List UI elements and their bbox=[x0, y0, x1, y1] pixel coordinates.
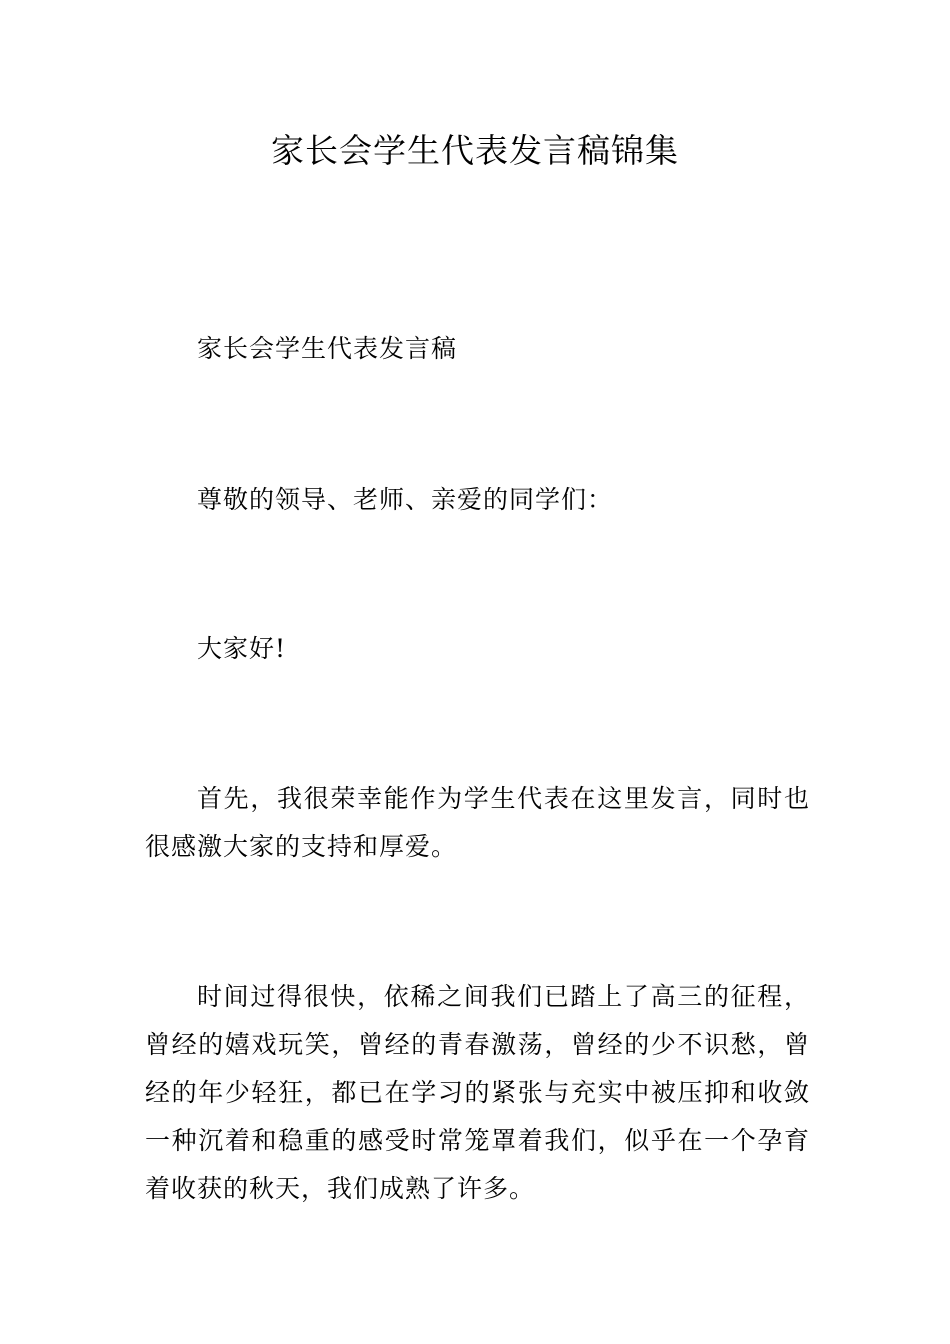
salutation: 尊敬的领导、老师、亲爱的同学们： bbox=[197, 485, 614, 514]
body-paragraph: 首先，我很荣幸能作为学生代表在这里发言，同时也很感激大家的支持和厚爱。 bbox=[145, 784, 810, 861]
body-paragraph: 时间过得很快，依稀之间我们已踏上了高三的征程，曾经的嬉戏玩笑，曾经的青春激荡，曾经的少不识愁，曾经的年少轻狂，都已在学习的紧张与充实中被压抑和收敛一种沉着和稳重的感受时常笼罩着我们，似乎在一个孕育着收获的秋天，我们成熟了许多。 bbox=[145, 982, 810, 1203]
greeting: 大家好! bbox=[197, 634, 287, 663]
speech-heading: 家长会学生代表发言稿 bbox=[197, 334, 458, 363]
document-title: 家长会学生代表发言稿锦集 bbox=[271, 131, 679, 170]
